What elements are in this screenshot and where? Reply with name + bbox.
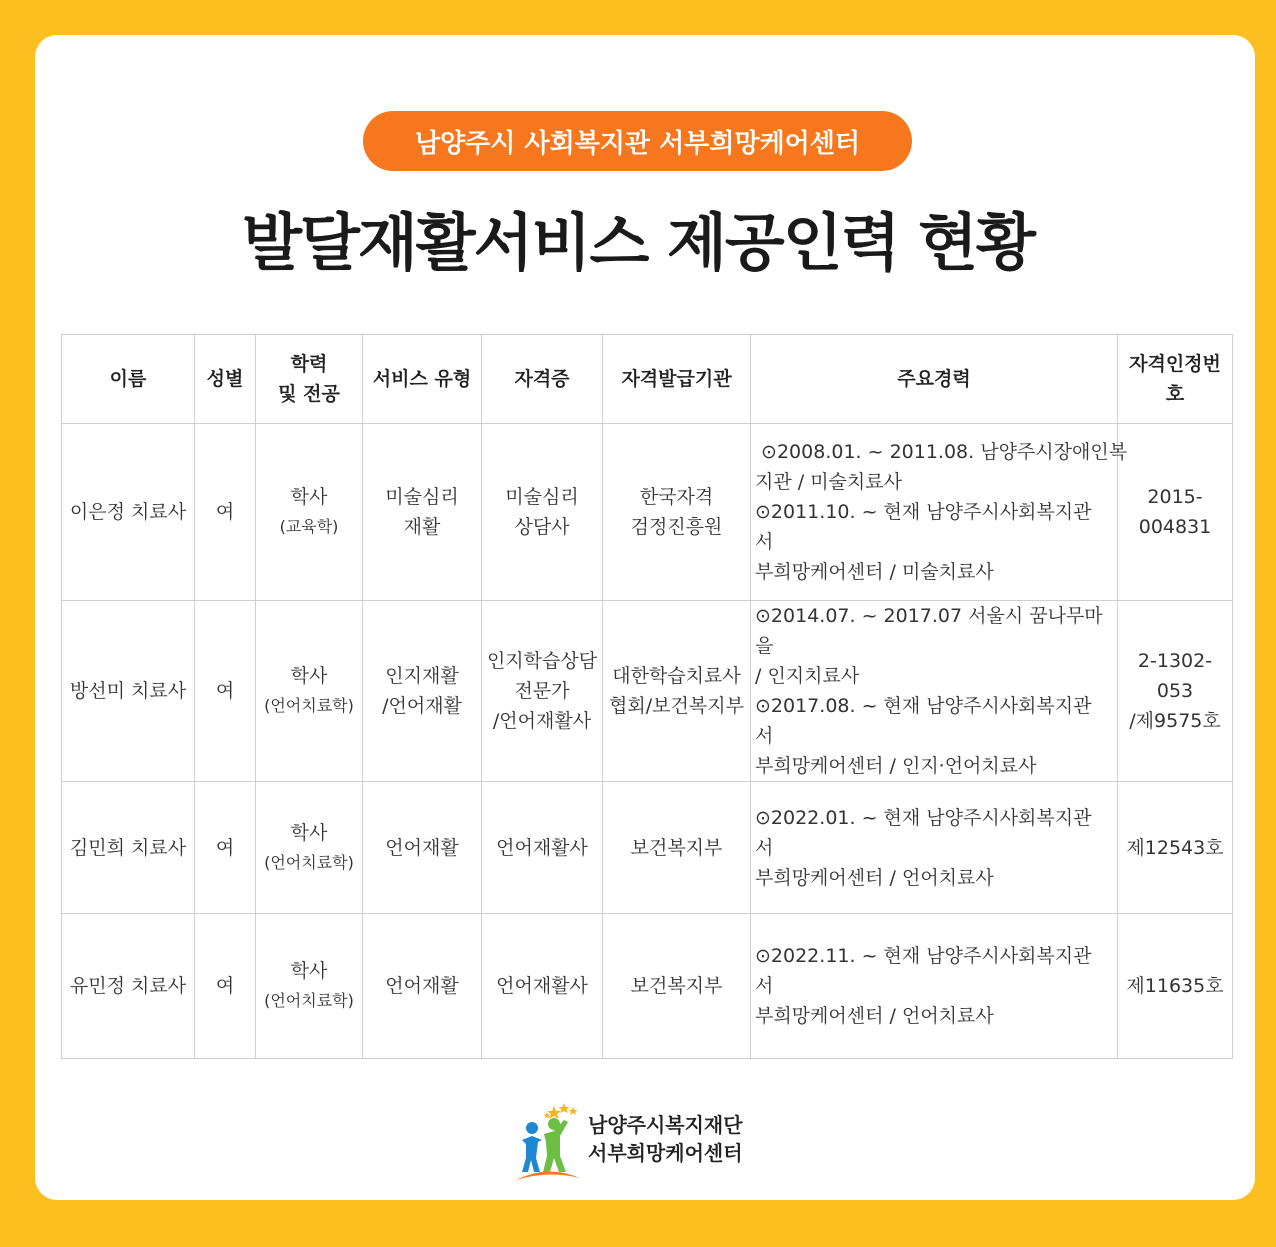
col-header-name: 이름: [62, 335, 195, 424]
cell-issuer-line: 대한학습치료사: [612, 665, 741, 687]
cell-major: (언어치료학): [264, 852, 354, 872]
cell-degree: 학사: [290, 665, 328, 687]
org-badge-label: 남양주시 사회복지관 서부희망케어센터: [414, 128, 861, 159]
cell-license-line: /언어재활사: [492, 710, 592, 732]
cell-career-line: ⊙2022.11. ~ 현재 남양주시사회복지관 서: [755, 945, 1092, 997]
cell-education: [256, 424, 363, 601]
table-header-row: [62, 335, 1233, 424]
cell-career-line: 지관 / 미술치료사: [755, 471, 902, 493]
cell-career-line: 부희망케어센터 / 미술치료사: [755, 561, 994, 583]
cell-license-no: 제11635호: [1118, 914, 1233, 1059]
foundation-name-line1: 남양주시복지재단: [588, 1113, 743, 1137]
cell-career-line: ⊙2022.01. ~ 현재 남양주시사회복지관 서: [755, 806, 1092, 859]
col-header-career: 주요경력: [751, 335, 1118, 424]
cell-license-line: 전문가: [514, 680, 570, 702]
cell-career: [751, 914, 1118, 1059]
cell-issuer-line: 검정진흥원: [630, 516, 723, 538]
cell-name: 이은정 치료사: [62, 424, 195, 601]
col-header-education-line1: 학력: [290, 353, 328, 375]
cell-license: [482, 601, 603, 782]
cell-issuer: [603, 424, 751, 601]
table-row: [62, 601, 1233, 782]
cell-license-line: 미술심리: [505, 486, 579, 508]
cell-career-line: ⊙2014.07. ~ 2017.07 서울시 꿈나무마을: [755, 605, 1103, 657]
staff-table: [61, 334, 1233, 1059]
col-header-issuer: 자격발급기관: [603, 335, 751, 424]
cell-license-no-line: 053: [1156, 680, 1194, 702]
col-header-education-line2: 및 전공: [278, 383, 340, 405]
cell-service-line: /언어재활: [382, 695, 462, 717]
cell-gender: 여: [195, 782, 256, 914]
cell-name: 유민정 치료사: [62, 914, 195, 1059]
cell-degree: 학사: [290, 960, 328, 982]
cell-license-no: [1118, 601, 1233, 782]
page-title: 발달재활서비스 제공인력 현황: [242, 206, 1034, 279]
cell-issuer-line: 한국자격: [639, 486, 714, 508]
cell-career-line: ⊙2017.08. ~ 현재 남양주시사회복지관 서: [755, 695, 1092, 747]
cell-career-line: ⊙2008.01. ~ 2011.08. 남양주시장애인복: [755, 441, 1128, 463]
org-badge: [363, 111, 912, 171]
foundation-name: [588, 1111, 743, 1167]
cell-major: (언어치료학): [264, 696, 354, 715]
cell-service: 언어재활: [363, 782, 482, 914]
cell-career: [751, 782, 1118, 914]
cell-service-line: 미술심리: [385, 486, 459, 508]
cell-education: [256, 782, 363, 914]
cell-service-line: 재활: [403, 516, 441, 538]
cell-license: [482, 424, 603, 601]
cell-issuer: 보건복지부: [603, 782, 751, 914]
cell-service-line: 인지재활: [385, 665, 459, 687]
cell-major: (언어치료학): [264, 991, 354, 1010]
cell-career: [751, 601, 1118, 782]
cell-gender: 여: [195, 601, 256, 782]
cell-license: 언어재활사: [482, 782, 603, 914]
cell-license-no-line: 2-1302-: [1137, 650, 1213, 672]
col-header-license-no: 자격인정번호: [1118, 335, 1233, 424]
cell-license-no-line: 2015-: [1147, 486, 1203, 508]
cell-gender: 여: [195, 424, 256, 601]
foundation-name-line2: 서부희망케어센터: [588, 1141, 743, 1165]
cell-license-no-line: /제9575호: [1129, 710, 1221, 732]
cell-name: 방선미 치료사: [62, 601, 195, 782]
cell-major: (교육학): [279, 517, 339, 536]
cell-issuer: 보건복지부: [603, 914, 751, 1059]
cell-name: 김민희 치료사: [62, 782, 195, 914]
cell-career-line: / 인지치료사: [755, 665, 860, 687]
cell-career: [751, 424, 1128, 601]
stars-icon: [544, 1103, 578, 1119]
cell-service: [363, 424, 482, 601]
cell-license-no: 제12543호: [1118, 782, 1233, 914]
table-row: [62, 424, 1233, 601]
cell-gender: 여: [195, 914, 256, 1059]
col-header-education: [256, 335, 363, 424]
cell-career-line: 부희망케어센터 / 언어치료사: [755, 866, 994, 889]
cell-license-line: 인지학습상담: [486, 650, 598, 672]
cell-issuer: [603, 601, 751, 782]
table-row: [62, 914, 1233, 1059]
cell-license-line: 상담사: [514, 516, 570, 538]
col-header-service: 서비스 유형: [363, 335, 482, 424]
cell-education: [256, 914, 363, 1059]
cell-license-no: [1118, 424, 1233, 601]
cell-issuer-line: 협회/보건복지부: [609, 695, 744, 717]
cell-license: 언어재활사: [482, 914, 603, 1059]
cell-license-no-line: 004831: [1138, 516, 1212, 538]
table-row: [62, 782, 1233, 914]
cell-career-line: 부희망케어센터 / 언어치료사: [755, 1005, 994, 1027]
cell-degree: 학사: [290, 821, 328, 844]
cell-service: [363, 601, 482, 782]
col-header-gender: 성별: [195, 335, 256, 424]
cell-degree: 학사: [290, 486, 328, 508]
cell-service: 언어재활: [363, 914, 482, 1059]
cell-career-line: 부희망케어센터 / 인지·언어치료사: [755, 755, 1037, 777]
col-header-license: 자격증: [482, 335, 603, 424]
cell-education: [256, 601, 363, 782]
cell-career-line: ⊙2011.10. ~ 현재 남양주시사회복지관 서: [755, 501, 1092, 553]
